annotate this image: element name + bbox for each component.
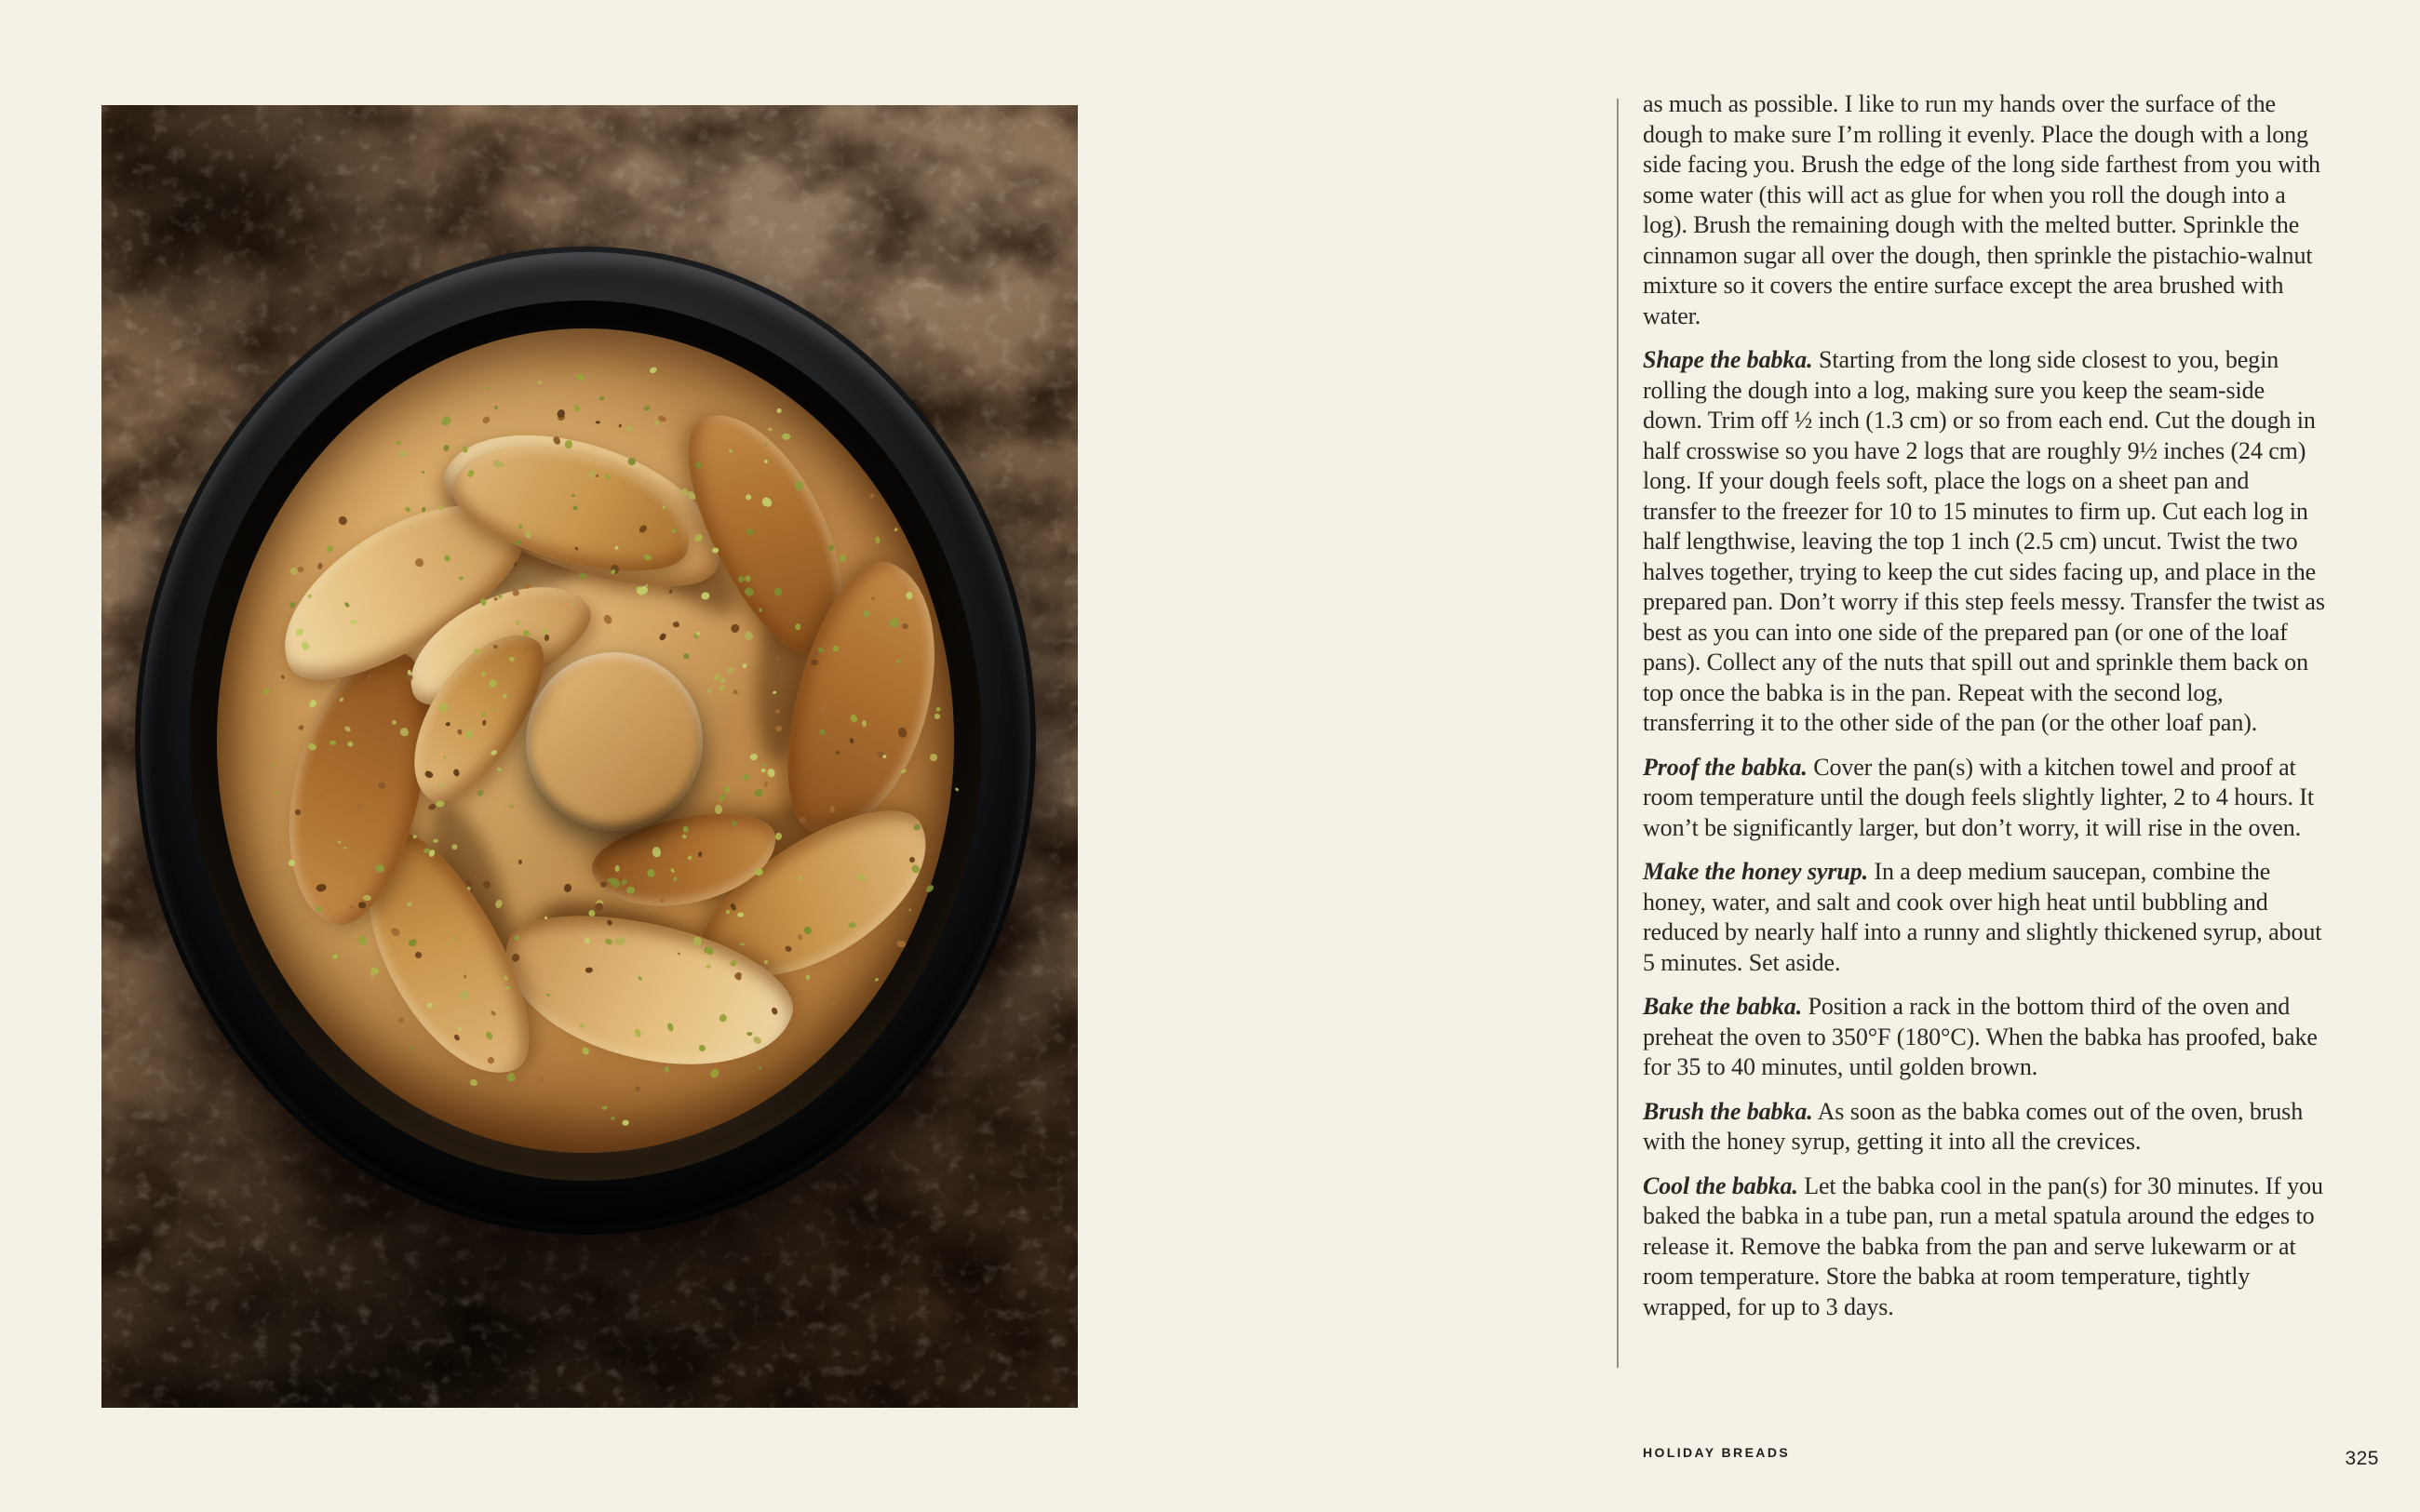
- recipe-paragraph: [1643, 1097, 2327, 1157]
- center-tube: [526, 652, 703, 831]
- recipe-paragraph: [1643, 1171, 2327, 1323]
- paragraph-lead: Shape the babka.: [1643, 346, 1813, 373]
- paragraph-lead: Cool the babka.: [1643, 1171, 1798, 1199]
- babka-photo: [101, 105, 1078, 1408]
- paragraph-lead: Make the honey syrup.: [1643, 858, 1869, 885]
- recipe-paragraph: [1643, 857, 2327, 978]
- paragraph-text: Let the babka cool in the pan(s) for 30 minutes. If you baked the babka in a tube pan, run a metal spatula around the edges to release it. Remove the babka from the pan and serve lukewarm or at room temperature. Store the babka at room temperature, tightly wrapped, for up to 3 days.: [1643, 1171, 2323, 1320]
- recipe-paragraph: [1643, 345, 2327, 739]
- recipe-paragraph: [1643, 992, 2327, 1083]
- paragraph-text: Position a rack in the bottom third of the oven and preheat the oven to 350°F (180°C). When the babka has proofed, bake for 35 to 40 minutes, until golden brown.: [1643, 993, 2318, 1080]
- recipe-paragraph: [1643, 89, 2327, 331]
- footer-section-label: HOLIDAY BREADS: [1643, 1445, 1791, 1460]
- recipe-text-column: [1643, 89, 2327, 1322]
- paragraph-text: Cover the pan(s) with a kitchen towel and proof at room temperature until the dough feels slightly lighter, 2 to 4 hours. It won’t be significantly larger, but don’t worry, it will rise in the oven.: [1643, 753, 2314, 841]
- paragraph-text: As soon as the babka comes out of the oven, brush with the honey syrup, getting it into all the crevices.: [1643, 1097, 2304, 1155]
- paragraph-lead: Brush the babka.: [1643, 1097, 1813, 1125]
- paragraph-text: as much as possible. I like to run my hands over the surface of the dough to make sure I’m rolling it evenly. Place the dough with a long side facing you. Brush the edge of the long side farthest from you with some water (this will act as glue for when you roll the dough into a log). Brush the remaining dough with the melted butter. Sprinkle the cinnamon sugar all over the dough, then sprinkle the pistachio-walnut mixture so it covers the entire surface except the area brushed with water.: [1643, 90, 2320, 329]
- paragraph-text: Starting from the long side closest to you, begin rolling the dough into a log, making sure you keep the seam-side down. Trim off ½ inch (1.3 cm) or so from each end. Cut the dough in half crosswise so you have 2 logs that are roughly 9½ inches (24 cm) long. If your dough feels soft, place the logs on a sheet pan and transfer to the freezer for 10 to 15 minutes to firm up. Cut each log in half lengthwise, leaving the top 1 inch (2.5 cm) uncut. Twist the two halves together, trying to keep the cut sides facing up, and place in the prepared pan. Don’t worry if this step feels messy. Transfer the twist as best as you can into one side of the prepared pan (or one of the loaf pans). Collect any of the nuts that spill out and sprinkle them back on top once the babka is in the pan. Repeat with the second log, transferring it to the other side of the pan (or the other loaf pan).: [1643, 346, 2325, 736]
- recipe-paragraph: [1643, 753, 2327, 844]
- paragraph-lead: Bake the babka.: [1643, 993, 1803, 1020]
- tube-pan: [135, 247, 1036, 1235]
- page-number: 325: [2345, 1448, 2379, 1469]
- paragraph-lead: Proof the babka.: [1643, 753, 1808, 781]
- column-rule: [1617, 99, 1619, 1368]
- paragraph-text: In a deep medium saucepan, combine the honey, water, and salt and cook over high heat until bubbling and reduced by nearly half into a runny and slightly thickened syrup, about 5 minutes. Set aside.: [1643, 858, 2322, 976]
